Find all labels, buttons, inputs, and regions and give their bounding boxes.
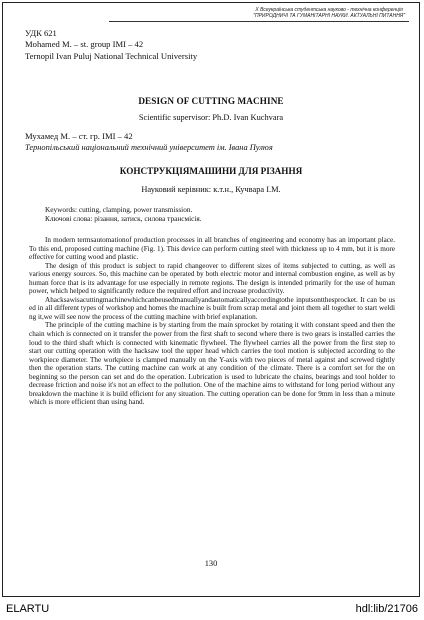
conference-header-line2: "ПРИРОДНИЧІ ТА ГУМАНІТАРНІ НАУКИ. АКТУАЛЬНІ ПИТАННЯ" (253, 13, 405, 19)
keywords-ua: Ключові слова: різання, затиск, силова трансмісія. (45, 214, 202, 223)
keywords-en: Keywords: cutting, clamping, power transmission. (45, 205, 193, 214)
paper-title-ua: КОНСТРУКЦІЯМАШИНИ ДЛЯ РІЗАННЯ (119, 166, 303, 176)
university-en: Ternopil Ivan Puluj National Technical University (25, 51, 198, 61)
author-en: Mohamed M. – st. group ІМІ – 42 (25, 39, 144, 49)
page-number: 130 (204, 559, 218, 568)
repository-label: ELARTU (6, 603, 50, 615)
conference-header (253, 7, 405, 19)
paragraph-3: Ahacksawisacuttingmachinewhichcanbeusedmanuallyandautomaticallyaccordingtothe inputsontthesprocket. It can be used in all different types of workshop and homes the machine is built from scrap metal and joint them all together to start welding it,we will see now the process of the cutting machine with brief explanation. (29, 295, 395, 321)
paragraph-1: In modern termsautomationof production processes in all branches of engineering and economy has an important place. To this end, proposed cutting machine (Fig. 1). This device can perform cutting steel with thickness up to 4 mm, but it is more effective for cutting wood and plastic. (29, 236, 395, 262)
supervisor-ua: Науковий керівник: к.т.н., Кучвара І.М. (141, 185, 281, 194)
udc-code: УДК 621 (25, 28, 57, 38)
header-divider (109, 21, 409, 22)
paragraph-4: The principle of the cutting machine is by starting from the main sprocket by rotating it with constant speed and then the chain which is connected on it transfer the power from the first shaft to second where there is two gears is installed carries the loud to the third shaft which is connected with kinematic flywheel. The flywheel carries all the power from the first step to start our cutting operation with the hacksaw tool the upper head which carries the tool motion is subjected according to the workpiece diameter. The workpiece is clamped manually on the Y-axis with two pieces of metal against and screwed tightly then the operation starts. The cutting machine can work at any condition of the climate. There is a comfort set for the on beginning so the person can set and do the operation. Lubrication is used to lubricate the chains, bearings and tool holder to decrease friction and noise it's not an effect to the pollution. One of the machine aims to withstand for long period without any breakdown the machine it is build efficient for any situation. The cutting operation can be done for 9mm in less than a minute which is more efficient than using hand. (29, 321, 395, 407)
handle-link[interactable]: hdl:lib/21706 (355, 603, 418, 615)
document-page (2, 2, 420, 597)
conference-header-line1: X Всеукраїнська студентська науково - технічна конференція (255, 7, 403, 13)
body-text (29, 236, 395, 407)
supervisor-en: Scientific supervisor: Ph.D. Ivan Kuchvara (138, 113, 284, 122)
university-ua: Тернопільський національний технічний університет ім. Івана Пулюя (25, 143, 273, 152)
paper-title-en: DESIGN OF CUTTING MACHINE (138, 96, 284, 106)
paragraph-2: The design of this product is subject to rapid changeover to different sizes of items subjected to cutting, as well as various energy sources. So, this machine can be operated by both electric motor and internal combustion engine, as well as by human force that is its advantage for use especially in remote regions. The design is intended primarily for the use of human power, which helped to significantly reduce the required effort and increase productivity. (29, 261, 395, 296)
author-ua: Мухамед М. – ст. гр. ІМІ – 42 (25, 131, 133, 141)
